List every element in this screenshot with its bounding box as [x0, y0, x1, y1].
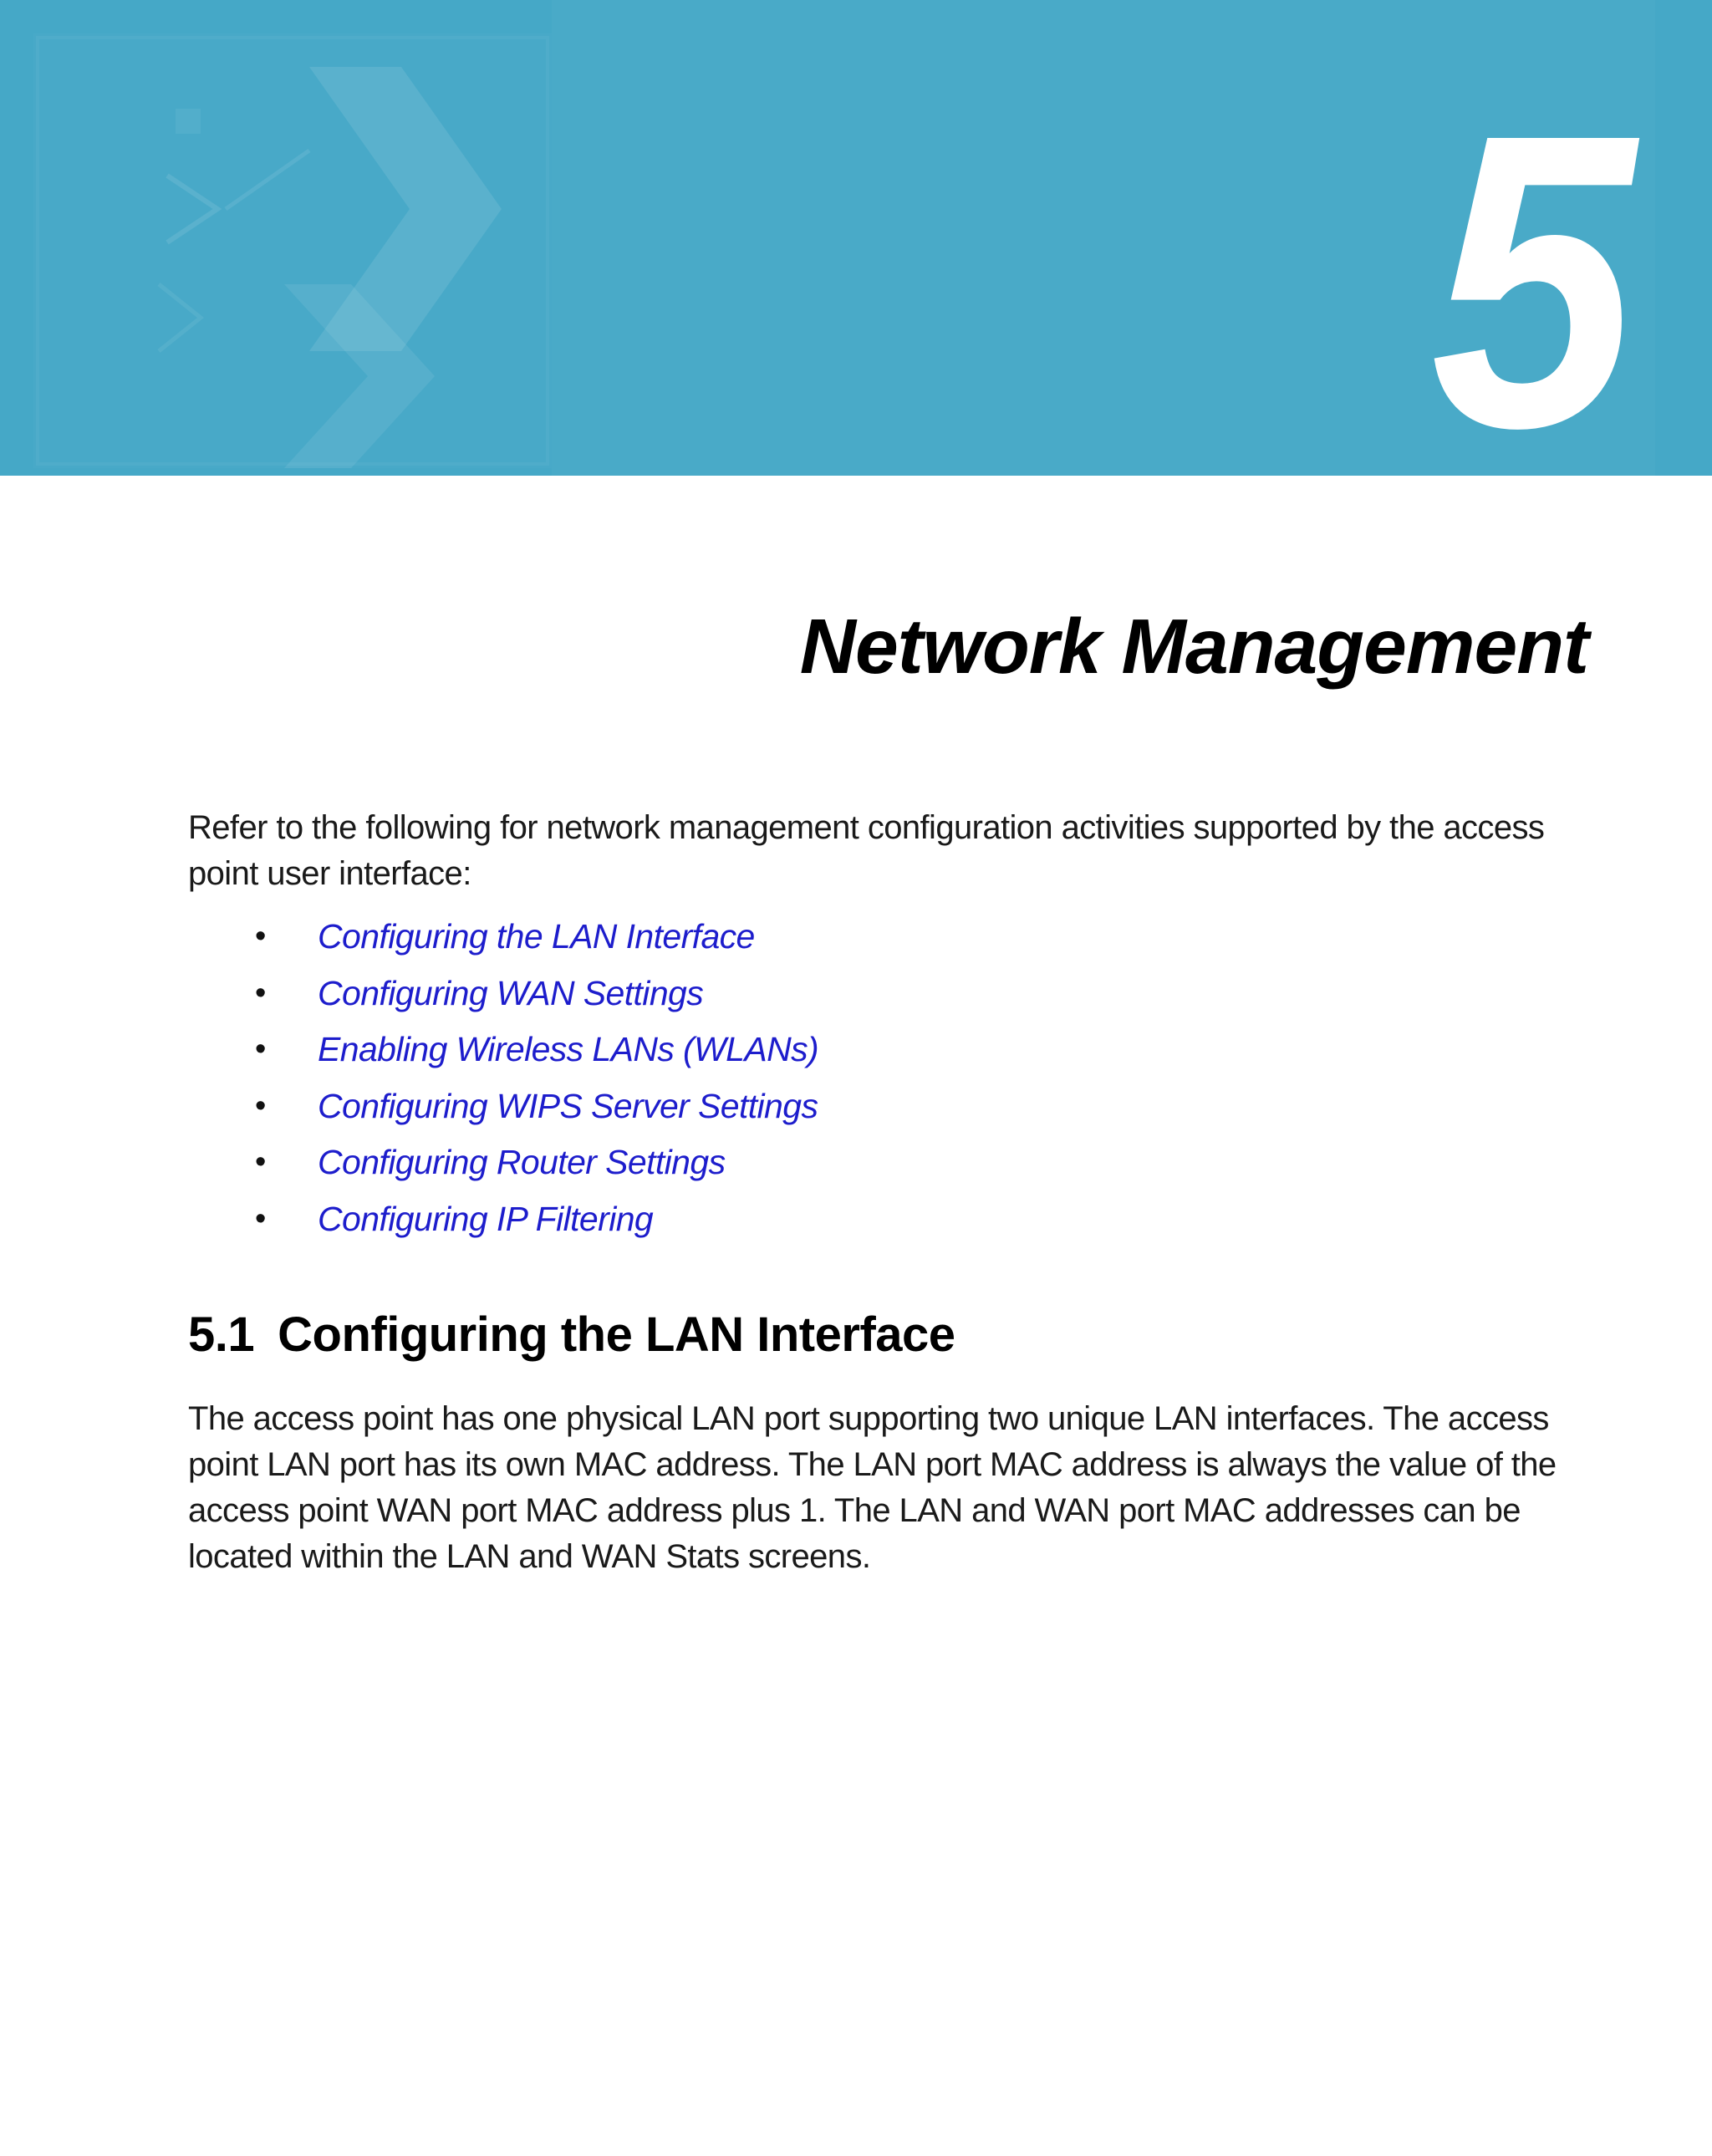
- section-number: 5.1: [188, 1307, 255, 1362]
- toc-link-configuring-ip-filtering[interactable]: Configuring IP Filtering: [318, 1199, 654, 1238]
- toc-item: [188, 1078, 1580, 1135]
- chapter-number: 5: [1430, 47, 1635, 476]
- bullet-icon: •: [255, 1088, 267, 1124]
- section-title: Configuring the LAN Interface: [278, 1307, 955, 1362]
- toc-item: [188, 909, 1580, 966]
- chapter-toc-list: [188, 909, 1580, 1247]
- section-body-paragraph: The access point has one physical LAN port supporting two unique LAN interfaces. The access point LAN port has its own MAC address. The LAN port MAC address is always the value of the access point WAN port MAC address plus 1. The LAN and WAN port MAC addresses can be located within the LAN and WAN Stats screens.: [188, 1400, 1557, 1575]
- bullet-icon: •: [255, 919, 267, 954]
- toc-item: [188, 1022, 1580, 1078]
- toc-link-configuring-lan-interface[interactable]: Configuring the LAN Interface: [318, 917, 755, 956]
- toc-link-configuring-wan-settings[interactable]: Configuring WAN Settings: [318, 973, 704, 1012]
- chevron-arrow-logo-icon: [33, 33, 552, 468]
- toc-item: [188, 966, 1580, 1022]
- chapter-banner: [0, 0, 1712, 476]
- intro-paragraph: Refer to the following for network management configuration activities supported by the access point user interface:: [188, 809, 1545, 892]
- toc-item: [188, 1191, 1580, 1248]
- toc-item: [188, 1134, 1580, 1191]
- page-content: [188, 805, 1580, 1580]
- toc-link-configuring-router-settings[interactable]: Configuring Router Settings: [318, 1143, 726, 1181]
- bullet-icon: •: [255, 1032, 267, 1067]
- toc-link-enabling-wireless-lans[interactable]: Enabling Wireless LANs (WLANs): [318, 1030, 819, 1068]
- toc-link-configuring-wips-server-settings[interactable]: Configuring WIPS Server Settings: [318, 1086, 818, 1125]
- chapter-title: Network Management: [799, 603, 1588, 690]
- bullet-icon: •: [255, 975, 267, 1011]
- section-heading: [188, 1306, 1580, 1364]
- bullet-icon: •: [255, 1200, 267, 1236]
- bullet-icon: •: [255, 1144, 267, 1180]
